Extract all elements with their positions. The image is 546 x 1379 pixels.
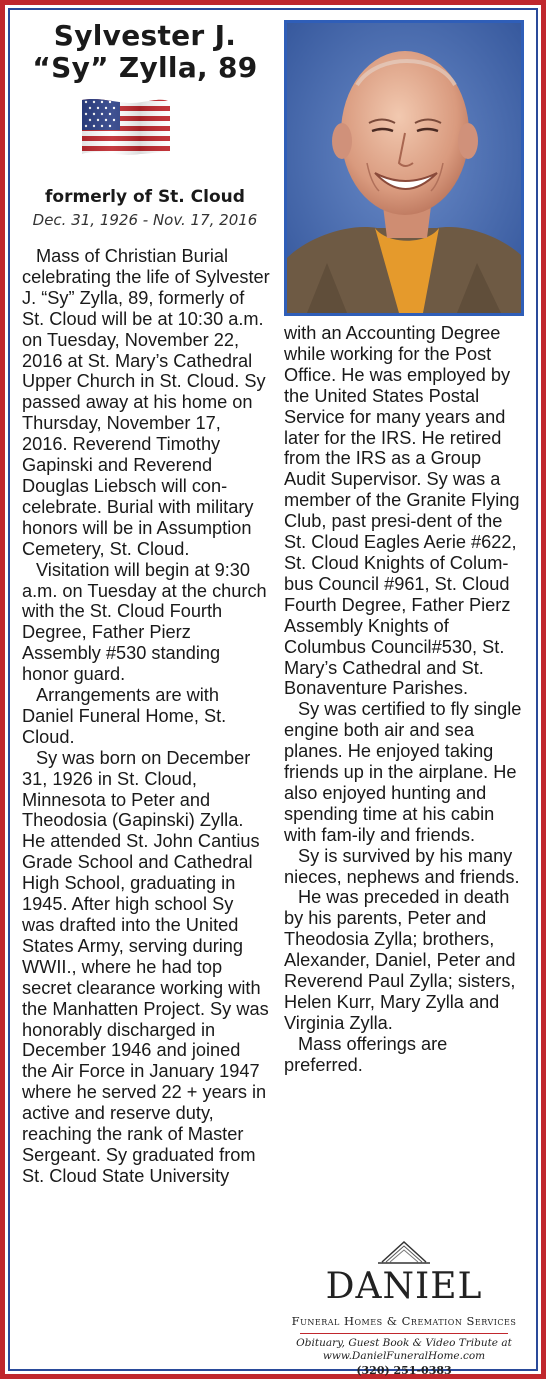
- tagline-line-1: Obituary, Guest Book & Video Tribute at: [296, 1337, 512, 1349]
- funeral-home-name: DANIEL: [325, 1266, 483, 1307]
- american-flag-icon: [80, 96, 172, 160]
- paragraph: Mass offerings are preferred.: [284, 1033, 448, 1075]
- divider: [300, 1333, 508, 1334]
- paragraph: Sy was born on December 31, 1926 in St. Cloud, Minnesota to Peter and Theodosia (Gapinski) Zylla. He attended St. John Cantius Grade School and Cathedral High School, graduating in 1945. After high school Sy was drafted into the United States Army, serving during WWII., where he had top secret clearance working with the Manhatten Project. Sy was honorably discharged in December 1946 and joined the Air Force in January 1947 where he served 22 + years in active and reserve duty, reaching the rank of Master Sergeant. Sy graduated from St. Cloud State University: [22, 747, 269, 1186]
- paragraph: with an Accounting Degree while working for the Post Office. He was employed by the United States Postal Service for many years and later for the IRS. He retired from the IRS as a Group Audit Supervisor. Sy was a member of the Granite Flying Club, past presi-dent of the St. Cloud Eagles Aerie #622, St. Cloud Knights of Colum-bus Council #961, St. Cloud Fourth Degree, Father Pierz Assembly Knights of Columbus Council#530, St. Mary’s Cathedral and St. Bonaventure Parishes.: [284, 323, 520, 699]
- name-line-2: “Sy” Zylla, 89: [32, 51, 258, 84]
- obituary-name: [20, 20, 270, 84]
- formerly-of-line: formerly of St. Cloud: [45, 187, 245, 207]
- paragraph: Visitation will begin at 9:30 a.m. on Tuesday at the church with the St. Cloud Fourth Degree, Father Pierz Assembly #530 standing honor guard.: [22, 559, 267, 685]
- funeral-home-tagline: [282, 1337, 526, 1363]
- paragraph: Sy is survived by his many nieces, nephews and friends.: [284, 845, 520, 887]
- paragraph: Mass of Christian Burial celebrating the life of Sylvester J. “Sy” Zylla, 89, formerly of St. Cloud will be at 10:30 a.m. on Tuesday, November 22, 2016 at St. Mary’s Cathedral Upper Church in St. Cloud. Sy passed away at his home on Thursday, November 17, 2016. Reverend Timothy Gapinski and Reverend Douglas Liebsch will con-celebrate. Burial with military honors will be in Assumption Cemetery, St. Cloud.: [22, 246, 270, 559]
- paragraph: Arrangements are with Daniel Funeral Home, St. Cloud.: [22, 685, 227, 747]
- portrait-photo: [284, 20, 524, 316]
- obituary-right-column: [284, 323, 524, 1076]
- paragraph: Sy was certified to fly single engine both air and sea planes. He enjoyed taking friends up in the airplane. He also enjoyed hunting and spending time at his cabin with fam-ily and friends.: [284, 699, 522, 845]
- tagline-line-2: www.DanielFuneralHome.com: [322, 1350, 486, 1362]
- name-line-1: Sylvester J.: [53, 19, 237, 52]
- paragraph: He was preceded in death by his parents, Peter and Theodosia Zylla; brothers, Alexander, Daniel, Peter and Reverend Paul Zylla; sisters, Helen Kurr, Mary Zylla and Virginia Zylla.: [284, 887, 516, 1033]
- funeral-home-logo: [282, 1232, 526, 1377]
- funeral-home-phone: (320) 251-0383: [356, 1364, 452, 1377]
- funeral-home-subtitle: Funeral Homes & Cremation Services: [291, 1314, 517, 1328]
- obituary-left-column: [22, 246, 270, 1187]
- roof-icon: [282, 1232, 526, 1268]
- portrait-image: [287, 23, 521, 313]
- life-dates: Dec. 31, 1926 - Nov. 17, 2016: [32, 211, 258, 229]
